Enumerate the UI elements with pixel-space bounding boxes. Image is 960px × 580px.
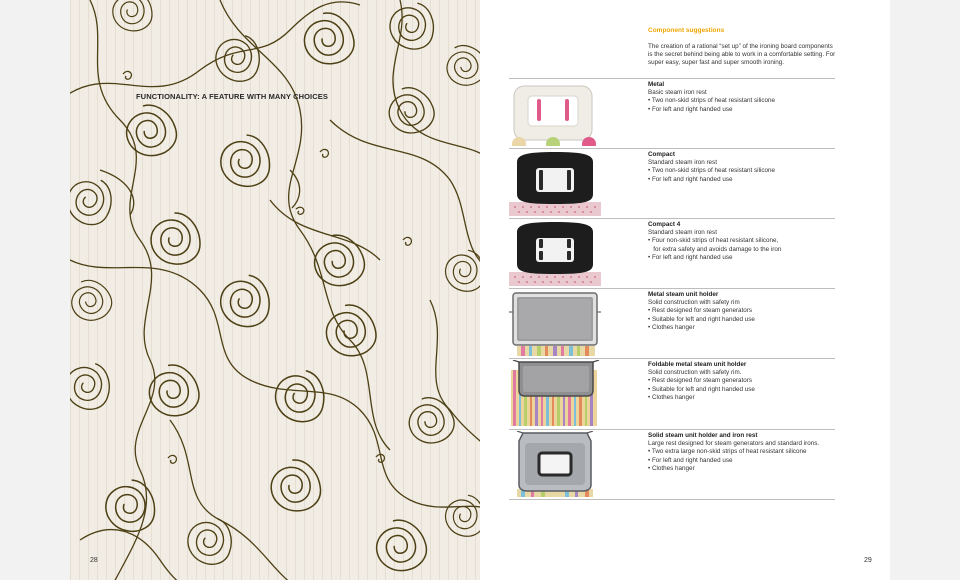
component-name: Metal steam unit holder	[648, 291, 719, 298]
feature-bullet: • Suitable for left and right handed use	[648, 315, 755, 323]
feature-bullet: • For left and right handed use	[648, 456, 733, 464]
component-item	[509, 288, 835, 358]
feature-bullet: • Two non-skid strips of heat resistant silicone	[648, 97, 776, 105]
intro-paragraph: The creation of a rational “set up” of the ironing board components is the secret behind being able to work in a comfortable setting. For super easy, super fast and super smooth ironing.	[648, 43, 836, 67]
component-info	[648, 361, 838, 402]
feature-list	[648, 448, 838, 473]
component-subtitle: Solid construction with safety rim	[648, 299, 740, 307]
component-info	[648, 291, 838, 332]
component-info	[648, 81, 838, 114]
component-name: Compact	[648, 151, 675, 158]
component-subtitle: Standard steam iron rest	[648, 229, 717, 237]
feature-list	[648, 237, 838, 262]
feature-bullet: • Rest designed for steam generators	[648, 307, 753, 315]
feature-bullet: • Clothes hanger	[648, 464, 695, 472]
white-metal-iron-rest-image	[509, 80, 601, 146]
component-item	[509, 78, 835, 148]
solid-steam-unit-holder-image	[509, 431, 601, 497]
feature-bullet: • For left and right handed use	[648, 105, 733, 113]
component-item	[509, 148, 835, 218]
feature-list	[648, 97, 838, 113]
divider	[509, 499, 835, 500]
page-number-left: 28	[90, 557, 98, 564]
metal-steam-unit-holder-image	[509, 290, 601, 356]
left-page	[70, 0, 480, 580]
right-page	[480, 0, 890, 580]
section-title: Component suggestions	[648, 27, 725, 34]
brochure-spread	[70, 0, 890, 580]
feature-bullet: for extra safety and avoids damage to the iron	[648, 245, 782, 253]
component-name: Metal	[648, 81, 665, 88]
feature-bullet: • For left and right handed use	[648, 175, 733, 183]
black-compact-iron-rest-image	[509, 150, 601, 216]
component-subtitle: Basic steam iron rest	[648, 89, 707, 97]
page-heading: FUNCTIONALITY: A FEATURE WITH MANY CHOICES	[136, 92, 328, 101]
swirl-pattern-background	[70, 0, 480, 580]
feature-list	[648, 377, 838, 402]
component-item	[509, 358, 835, 428]
component-info	[648, 221, 838, 262]
feature-bullet: • Clothes hanger	[648, 323, 695, 331]
component-name: Compact 4	[648, 221, 681, 228]
component-subtitle: Large rest designed for steam generators and standard irons.	[648, 440, 820, 448]
feature-bullet: • Four non-skid strips of heat resistant silicone,	[648, 237, 779, 245]
feature-bullet: • Two non-skid strips of heat resistant silicone	[648, 167, 776, 175]
component-info	[648, 432, 838, 473]
foldable-steam-unit-holder-image	[509, 360, 601, 426]
feature-bullet: • For left and right handed use	[648, 253, 733, 261]
feature-bullet: • Rest designed for steam generators	[648, 377, 753, 385]
feature-bullet: • Clothes hanger	[648, 393, 695, 401]
feature-list	[648, 307, 838, 332]
component-name: Foldable metal steam unit holder	[648, 361, 747, 368]
component-item	[509, 218, 835, 288]
component-info	[648, 151, 838, 184]
feature-bullet: • Two extra large non-skid strips of heat resistant silicone	[648, 448, 807, 456]
feature-list	[648, 167, 838, 183]
feature-bullet: • Suitable for left and right handed use	[648, 385, 755, 393]
black-compact4-iron-rest-image	[509, 220, 601, 286]
page-number-right: 29	[864, 557, 872, 564]
component-subtitle: Standard steam iron rest	[648, 159, 717, 167]
component-item	[509, 429, 835, 499]
component-name: Solid steam unit holder and iron rest	[648, 432, 758, 439]
component-subtitle: Solid construction with safety rim.	[648, 369, 742, 377]
